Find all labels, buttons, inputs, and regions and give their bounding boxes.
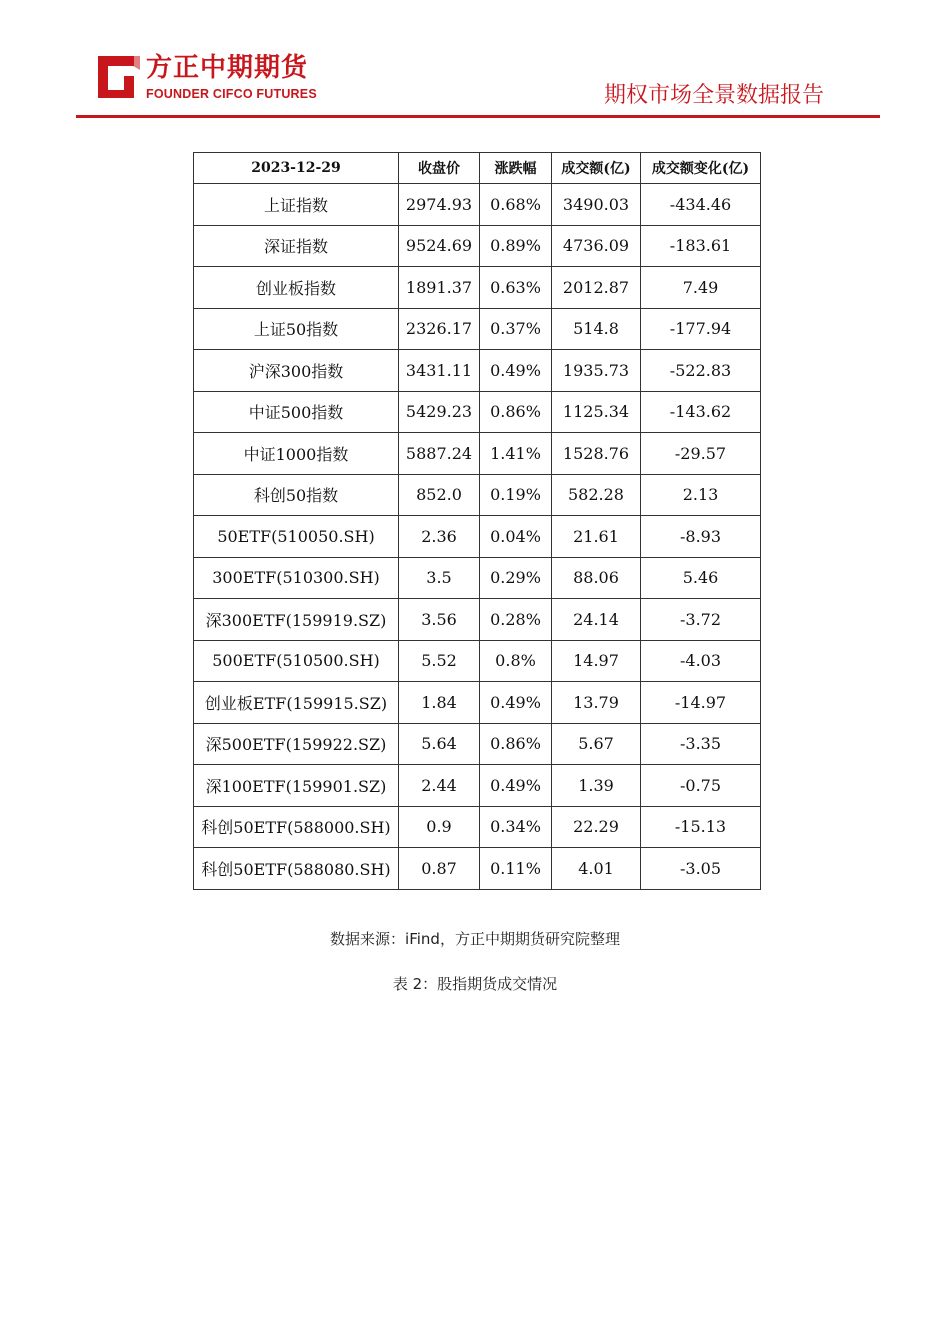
cell-row-name: 深500ETF(159922.SZ) — [194, 723, 399, 765]
source-note: 数据来源：iFind，方正中期期货研究院整理 — [330, 930, 620, 948]
table-row — [194, 184, 761, 226]
cell-row-name: 300ETF(510300.SH) — [194, 557, 399, 599]
header-turnover: 成交额(亿) — [552, 153, 641, 184]
cell-turnover-change: -8.93 — [641, 516, 761, 558]
cell-change-pct: 1.41% — [480, 433, 552, 475]
cell-turnover-change: -3.05 — [641, 848, 761, 890]
table-row — [194, 474, 761, 516]
cell-turnover: 14.97 — [552, 640, 641, 682]
cell-turnover: 21.61 — [552, 516, 641, 558]
cell-turnover-change: -177.94 — [641, 308, 761, 350]
cell-turnover: 1528.76 — [552, 433, 641, 475]
cell-close-price: 0.87 — [399, 848, 480, 890]
cell-close-price: 852.0 — [399, 474, 480, 516]
cell-row-name: 上证50指数 — [194, 308, 399, 350]
table-row — [194, 433, 761, 475]
table-row — [194, 308, 761, 350]
table-row — [194, 599, 761, 641]
cell-row-name: 中证1000指数 — [194, 433, 399, 475]
cell-row-name: 科创50ETF(588080.SH) — [194, 848, 399, 890]
cell-close-price: 2.44 — [399, 765, 480, 807]
cell-turnover-change: -3.35 — [641, 723, 761, 765]
cell-change-pct: 0.49% — [480, 682, 552, 724]
table-row — [194, 640, 761, 682]
cell-row-name: 深300ETF(159919.SZ) — [194, 599, 399, 641]
cell-row-name: 深100ETF(159901.SZ) — [194, 765, 399, 807]
cell-row-name: 上证指数 — [194, 184, 399, 226]
cell-turnover-change: -4.03 — [641, 640, 761, 682]
cell-turnover: 22.29 — [552, 806, 641, 848]
cell-turnover: 4.01 — [552, 848, 641, 890]
table-row — [194, 557, 761, 599]
cell-turnover-change: -15.13 — [641, 806, 761, 848]
cell-turnover-change: 2.13 — [641, 474, 761, 516]
cell-turnover: 1125.34 — [552, 391, 641, 433]
cell-change-pct: 0.86% — [480, 723, 552, 765]
brand-name-en: FOUNDER CIFCO FUTURES — [146, 87, 317, 101]
cell-turnover: 13.79 — [552, 682, 641, 724]
table-row — [194, 225, 761, 267]
cell-close-price: 5429.23 — [399, 391, 480, 433]
cell-change-pct: 0.34% — [480, 806, 552, 848]
table-row — [194, 723, 761, 765]
cell-turnover-change: -14.97 — [641, 682, 761, 724]
cell-row-name: 创业板指数 — [194, 267, 399, 309]
table-row — [194, 350, 761, 392]
page-header — [0, 0, 950, 122]
cell-turnover: 1935.73 — [552, 350, 641, 392]
cell-change-pct: 0.49% — [480, 765, 552, 807]
cell-turnover: 514.8 — [552, 308, 641, 350]
next-table-title: 表 2：股指期货成交情况 — [392, 975, 558, 993]
cell-turnover-change: -0.75 — [641, 765, 761, 807]
cell-change-pct: 0.8% — [480, 640, 552, 682]
cell-turnover-change: -29.57 — [641, 433, 761, 475]
table-row — [194, 806, 761, 848]
cell-change-pct: 0.89% — [480, 225, 552, 267]
cell-row-name: 50ETF(510050.SH) — [194, 516, 399, 558]
cell-turnover: 582.28 — [552, 474, 641, 516]
table-row — [194, 391, 761, 433]
header-change-pct: 涨跌幅 — [480, 153, 552, 184]
cell-close-price: 9524.69 — [399, 225, 480, 267]
cell-turnover: 4736.09 — [552, 225, 641, 267]
table-row — [194, 516, 761, 558]
cell-turnover-change: -434.46 — [641, 184, 761, 226]
founder-logo-icon — [94, 52, 144, 100]
cell-turnover-change: -3.72 — [641, 599, 761, 641]
header-close-price: 收盘价 — [399, 153, 480, 184]
cell-turnover-change: 7.49 — [641, 267, 761, 309]
cell-change-pct: 0.68% — [480, 184, 552, 226]
table-body — [194, 184, 761, 890]
cell-turnover: 1.39 — [552, 765, 641, 807]
cell-close-price: 3431.11 — [399, 350, 480, 392]
table-row — [194, 765, 761, 807]
cell-row-name: 500ETF(510500.SH) — [194, 640, 399, 682]
cell-close-price: 5887.24 — [399, 433, 480, 475]
cell-close-price: 3.5 — [399, 557, 480, 599]
cell-turnover-change: 5.46 — [641, 557, 761, 599]
cell-close-price: 2326.17 — [399, 308, 480, 350]
cell-row-name: 科创50指数 — [194, 474, 399, 516]
report-title: 期权市场全景数据报告 — [603, 83, 824, 108]
table-row — [194, 267, 761, 309]
cell-change-pct: 0.29% — [480, 557, 552, 599]
cell-row-name: 创业板ETF(159915.SZ) — [194, 682, 399, 724]
table-header-row — [194, 153, 761, 184]
cell-close-price: 5.52 — [399, 640, 480, 682]
cell-change-pct: 0.04% — [480, 516, 552, 558]
brand-name-cn: 方正中期期货 — [146, 53, 309, 83]
cell-change-pct: 0.19% — [480, 474, 552, 516]
table-row — [194, 848, 761, 890]
cell-row-name: 沪深300指数 — [194, 350, 399, 392]
header-turnover-change: 成交额变化(亿) — [641, 153, 761, 184]
cell-close-price: 3.56 — [399, 599, 480, 641]
market-data-table — [193, 152, 761, 890]
cell-turnover-change: -522.83 — [641, 350, 761, 392]
cell-turnover-change: -183.61 — [641, 225, 761, 267]
cell-change-pct: 0.28% — [480, 599, 552, 641]
cell-close-price: 2.36 — [399, 516, 480, 558]
cell-row-name: 中证500指数 — [194, 391, 399, 433]
cell-change-pct: 0.49% — [480, 350, 552, 392]
cell-change-pct: 0.37% — [480, 308, 552, 350]
cell-turnover: 2012.87 — [552, 267, 641, 309]
cell-turnover-change: -143.62 — [641, 391, 761, 433]
cell-turnover: 3490.03 — [552, 184, 641, 226]
cell-change-pct: 0.11% — [480, 848, 552, 890]
cell-turnover: 88.06 — [552, 557, 641, 599]
cell-close-price: 5.64 — [399, 723, 480, 765]
cell-close-price: 2974.93 — [399, 184, 480, 226]
table-row — [194, 682, 761, 724]
cell-change-pct: 0.63% — [480, 267, 552, 309]
header-divider — [76, 115, 880, 118]
header-date: 2023-12-29 — [194, 153, 399, 184]
cell-change-pct: 0.86% — [480, 391, 552, 433]
cell-turnover: 24.14 — [552, 599, 641, 641]
cell-row-name: 科创50ETF(588000.SH) — [194, 806, 399, 848]
cell-turnover: 5.67 — [552, 723, 641, 765]
cell-row-name: 深证指数 — [194, 225, 399, 267]
cell-close-price: 1891.37 — [399, 267, 480, 309]
cell-close-price: 1.84 — [399, 682, 480, 724]
cell-close-price: 0.9 — [399, 806, 480, 848]
